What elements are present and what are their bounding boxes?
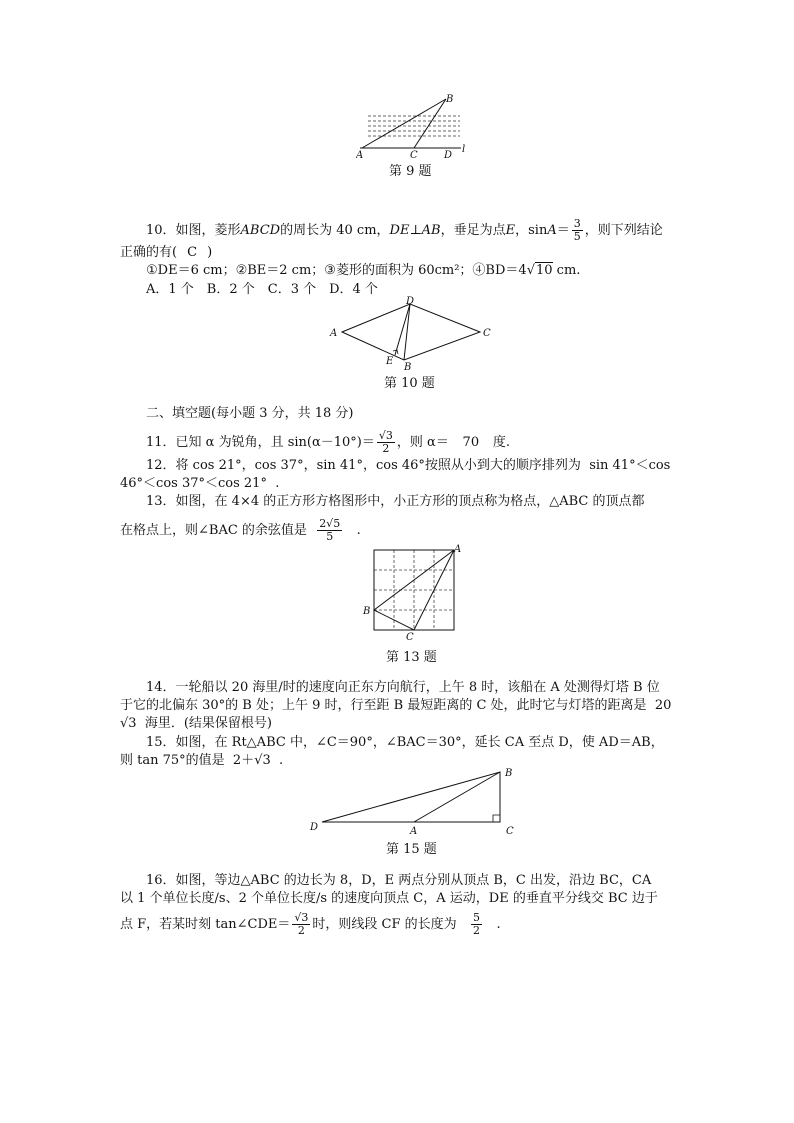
q10-e: E bbox=[505, 223, 516, 238]
q10-items-text: ①DE＝6 cm；②BE＝2 cm；③菱形的面积为 60cm²；④BD＝4 bbox=[146, 263, 527, 278]
rhombus-abcd bbox=[342, 304, 480, 360]
q15-text: . bbox=[279, 753, 284, 768]
q10-line1 bbox=[146, 218, 663, 243]
section-title: 二、填空题(每小题 3 分，共 18 分) bbox=[146, 406, 354, 421]
q10-a: A bbox=[547, 223, 557, 238]
q16-line1 bbox=[146, 872, 651, 890]
q11-text: ，则 α＝ bbox=[396, 435, 449, 450]
q10-items bbox=[146, 262, 580, 280]
q11-frac-num: √3 bbox=[378, 429, 393, 442]
q16-frac-den: 2 bbox=[297, 924, 305, 937]
grid-lines bbox=[374, 550, 454, 630]
line-ab bbox=[362, 99, 446, 148]
q13-line1 bbox=[146, 493, 645, 511]
q16-line2 bbox=[120, 890, 658, 908]
q13-text: 在格点上，则∠BAC 的余弦值是 bbox=[120, 523, 307, 538]
label-c: C bbox=[506, 826, 514, 837]
q10-frac-num: 3 bbox=[573, 217, 581, 230]
q14-answer-part2: √3 bbox=[120, 716, 137, 731]
q11-text: 11．已知 α 为锐角，且 sin(α－10°)＝ bbox=[146, 435, 375, 450]
q11-answer: 70 bbox=[462, 435, 480, 450]
line-bd bbox=[404, 304, 410, 360]
q16-text: 16．如图，等边△ABC 的边长为 8，D，E 两点分别从顶点 B，C 出发，沿边 BC，CA bbox=[146, 873, 652, 888]
q12-answer-part1: sin 41°＜cos bbox=[589, 458, 671, 473]
label-d: D bbox=[406, 296, 415, 307]
q10-de-ab: DE⊥AB bbox=[389, 223, 441, 238]
q15-text: 则 tan 75°的值是 bbox=[120, 753, 225, 768]
q10-frac-den: 5 bbox=[573, 230, 581, 243]
label-e: E bbox=[386, 356, 394, 367]
label-a: A bbox=[410, 826, 418, 837]
q10-text: 正确的有( bbox=[120, 245, 178, 260]
q14-line2 bbox=[120, 697, 671, 715]
right-angle-mark bbox=[493, 815, 500, 822]
q13-answer bbox=[317, 518, 342, 543]
q12-line1 bbox=[146, 457, 670, 475]
q14-answer-part1: 20 bbox=[654, 698, 672, 713]
q14-text: 海里．(结果保留根号) bbox=[144, 716, 272, 731]
label-b: B bbox=[446, 94, 454, 105]
q10-unit: cm. bbox=[552, 263, 581, 278]
figure-13 bbox=[360, 542, 464, 642]
label-a: A bbox=[454, 544, 462, 555]
q16-fraction bbox=[292, 912, 310, 937]
q11-text: 度. bbox=[492, 435, 510, 450]
q15-answer: 2＋√3 bbox=[232, 753, 271, 768]
q16-ans-num: 5 bbox=[473, 911, 481, 924]
figure-10-caption: 第 10 题 bbox=[384, 376, 435, 391]
q12-text: . bbox=[275, 476, 280, 491]
q16-text: 点 F，若某时刻 tan∠CDE＝ bbox=[120, 917, 291, 932]
q12-line2 bbox=[120, 475, 279, 493]
q10-line2 bbox=[120, 244, 212, 262]
figure-10 bbox=[328, 296, 498, 372]
label-c: C bbox=[406, 632, 414, 642]
q10-text: 的周长为 40 cm， bbox=[280, 223, 390, 238]
label-d: D bbox=[444, 150, 453, 160]
label-c: C bbox=[410, 150, 418, 160]
q11-fraction bbox=[377, 430, 395, 455]
q10-abcd: ABCD bbox=[240, 223, 281, 238]
figure-13-caption: 第 13 题 bbox=[386, 650, 437, 665]
q11-frac-den: 2 bbox=[382, 442, 390, 455]
q15-line1 bbox=[146, 734, 664, 752]
line-ab bbox=[414, 772, 500, 822]
q13-ans-num: 2√5 bbox=[319, 517, 341, 530]
water-lines bbox=[368, 116, 460, 136]
figure-9-caption: 第 9 题 bbox=[389, 164, 432, 179]
q10-text: 10．如图，菱形 bbox=[146, 223, 241, 238]
q11-line bbox=[146, 430, 510, 455]
q13-line2 bbox=[120, 518, 361, 543]
q16-text: 时，则线段 CF 的长度为 bbox=[312, 917, 457, 932]
q10-options-text: A．1 个 B．2 个 C．3 个 D．4 个 bbox=[146, 282, 378, 297]
q10-text: ，垂足为点 bbox=[440, 223, 506, 238]
figure-15 bbox=[304, 764, 524, 838]
q13-text: . bbox=[356, 523, 361, 538]
label-a: A bbox=[330, 328, 338, 339]
q16-text: 以 1 个单位长度/s、2 个单位长度/s 的速度向顶点 C，A 运动，DE 的垂直平分线交 BC 边于 bbox=[120, 891, 658, 906]
q15-text: 15．如图，在 Rt△ABC 中，∠C＝90°，∠BAC＝30°，延长 CA 至点 D，使 AD＝AB， bbox=[146, 735, 664, 750]
q13-ans-den: 5 bbox=[326, 530, 334, 543]
q10-fraction bbox=[572, 218, 583, 243]
q16-ans-den: 2 bbox=[473, 924, 481, 937]
q10-text: ＝ bbox=[556, 223, 570, 238]
q16-frac-num: √3 bbox=[294, 911, 309, 924]
line-cb bbox=[414, 99, 446, 148]
q14-text: 14．一轮船以 20 海里/时的速度向正东方向航行，上午 8 时，该船在 A 处测得灯塔 B 位 bbox=[146, 680, 660, 695]
q10-answer: C bbox=[187, 245, 198, 260]
q10-text: ，sin bbox=[515, 223, 548, 238]
q10-text: ，则下列结论 bbox=[584, 223, 663, 238]
figure-9 bbox=[356, 92, 476, 160]
label-b: B bbox=[363, 606, 371, 617]
q14-line1 bbox=[146, 679, 660, 697]
q14-line3 bbox=[120, 715, 272, 733]
label-b: B bbox=[505, 768, 513, 779]
label-l: l bbox=[462, 144, 466, 155]
q10-sqrt: √10 bbox=[526, 263, 553, 278]
q15-line2 bbox=[120, 752, 283, 770]
figure-15-caption: 第 15 题 bbox=[386, 842, 437, 857]
q12-text: 12．将 cos 21°，cos 37°，sin 41°，cos 46°按照从小到大的顺序排列为 bbox=[146, 458, 581, 473]
q13-text: 13．如图，在 4×4 的正方形方格图形中，小正方形的顶点称为格点，△ABC 的顶点都 bbox=[146, 494, 645, 509]
q16-text: . bbox=[496, 917, 501, 932]
q10-sqrt-radicand: 10 bbox=[535, 263, 553, 278]
q12-answer-part2: 46°＜cos 37°＜cos 21° bbox=[120, 476, 267, 491]
label-b: B bbox=[404, 362, 412, 372]
q16-answer bbox=[471, 912, 482, 937]
triangle-dbc bbox=[322, 772, 500, 822]
label-c: C bbox=[483, 328, 491, 339]
label-a: A bbox=[356, 150, 364, 160]
q14-text: 于它的北偏东 30°的 B 处；上午 9 时，行至距 B 最短距离的 C 处，此时它与灯塔的距离是 bbox=[120, 698, 647, 713]
label-d: D bbox=[310, 822, 319, 833]
q16-line3 bbox=[120, 912, 501, 937]
q10-text: ) bbox=[207, 245, 213, 260]
